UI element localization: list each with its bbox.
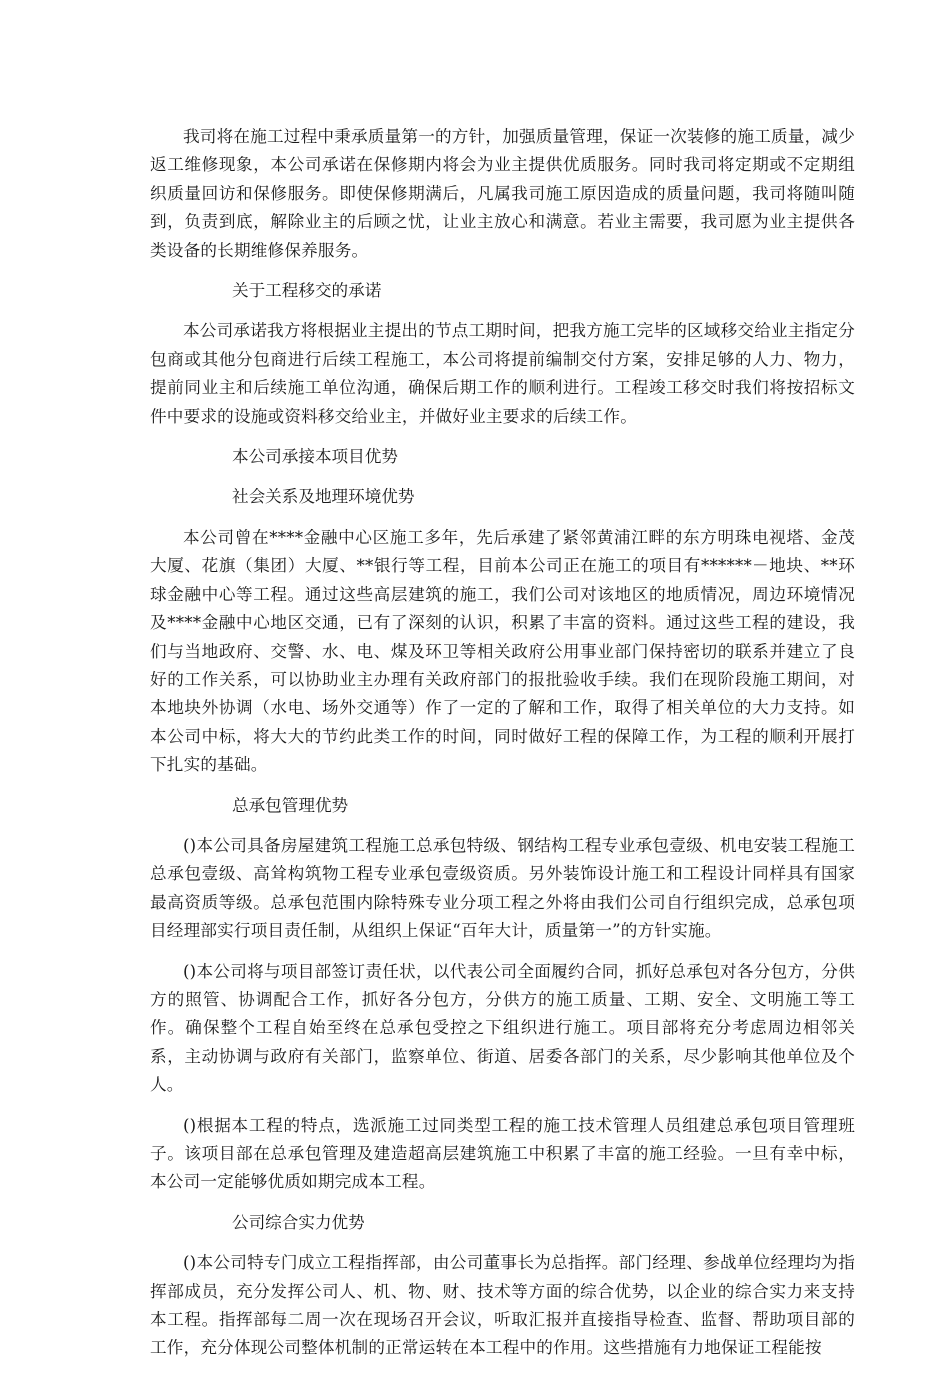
heading-general-contracting: 总承包管理优势 — [232, 795, 349, 815]
heading-social-geographic: 社会关系及地理环境优势 — [232, 487, 415, 507]
paragraph-responsibility: ()本公司将与项目部签订责任状，以代表公司全面履约合同，抓好总承包对各分包方，分供方的照管、协调配合工作，抓好各分包方，分供方的施工质量、工期、安全、文明施工等工作。确保整个工程自始至终在总承包受控之下组织进行施工。项目部将充分考虑周边相邻关系，主动协调与政府有关部门，监察单位、街道、居委各部门的关系，尽少影响其他单位及个人。 — [150, 961, 855, 1095]
paragraph-handover: 本公司承诺我方将根据业主提出的节点工期时间，把我方施工完毕的区域移交给业主指定分包商或其他分包商进行后续工程施工，本公司将提前编制交付方案，安排足够的人力、物力，提前同业主和后续施工单位沟通，确保后期工作的顺利进行。工程竣工移交时我们将按招标文件中要求的设施或资料移交给业主，并做好业主要求的后续工作。 — [150, 321, 855, 426]
document-page — [150, 123, 855, 1375]
paragraph-qualifications: ()本公司具备房屋建筑工程施工总承包特级、钢结构工程专业承包壹级、机电安装工程施工总承包壹级、高耸构筑物工程专业承包壹级资质。另外装饰设计施工和工程设计同样具有国家最高资质等级。总承包范围内除特殊专业分项工程之外将由我们公司自行组织完成，总承包项目经理部实行项目责任制，从组织上保证“百年大计，质量第一”的方针实施。 — [150, 835, 855, 941]
paragraph-team: ()根据本工程的特点，选派施工过同类型工程的施工技术管理人员组建总承包项目管理班子。该项目部在总承包管理及建造超高层建筑施工中积累了丰富的施工经验。一旦有幸中标，本公司一定能够优质如期完成本工程。 — [150, 1115, 855, 1192]
heading-project-advantages: 本公司承接本项目优势 — [232, 447, 398, 467]
paragraph-warranty: 我司将在施工过程中秉承质量第一的方针，加强质量管理，保证一次装修的施工质量，减少返工维修现象，本公司承诺在保修期内将会为业主提供优质服务。同时我司将定期或不定期组织质量回访和保修服务。即使保修期满后，凡属我司施工原因造成的质量问题，我司将随叫随到，负责到底，解除业主的后顾之忧，让业主放心和满意。若业主需要，我司愿为业主提供各类设备的长期维修保养服务。 — [150, 127, 855, 260]
heading-company-strength: 公司综合实力优势 — [232, 1212, 365, 1232]
paragraph-command-center: ()本公司特专门成立工程指挥部，由公司董事长为总指挥。部门经理、参战单位经理均为指挥部成员，充分发挥公司人、机、物、财、技术等方面的综合优势，以企业的综合实力来支持本工程。指挥部每二周一次在现场召开会议，听取汇报并直接指导检查、监督、帮助项目部的工作，充分体现公司整体机制的正常运转在本工程中的作用。这些措施有力地保证工程能按 — [150, 1253, 855, 1358]
paragraph-social-geographic: 本公司曾在****金融中心区施工多年，先后承建了紧邻黄浦江畔的东方明珠电视塔、金茂大厦、花旗（集团）大厦、**银行等工程，目前本公司正在施工的项目有******－地块、**环球金融中心等工程。通过这些高层建筑的施工，我们公司对该地区的地质情况，周边环境情况及****金融中心地区交通，已有了深刻的认识，积累了丰富的资料。通过这些工程的建设，我们与当地政府、交警、水、电、煤及环卫等相关政府公用事业部门保持密切的联系并建立了良好的工作关系，可以协助业主办理有关政府部门的报批验收手续。我们在现阶段施工期间，对本地块外协调（水电、场外交通等）作了一定的了解和工作，取得了相关单位的大力支持。如本公司中标，将大大的节约此类工作的时间，同时做好工程的保障工作，为工程的顺利开展打下扎实的基础。 — [150, 527, 855, 775]
heading-handover: 关于工程移交的承诺 — [232, 281, 382, 301]
